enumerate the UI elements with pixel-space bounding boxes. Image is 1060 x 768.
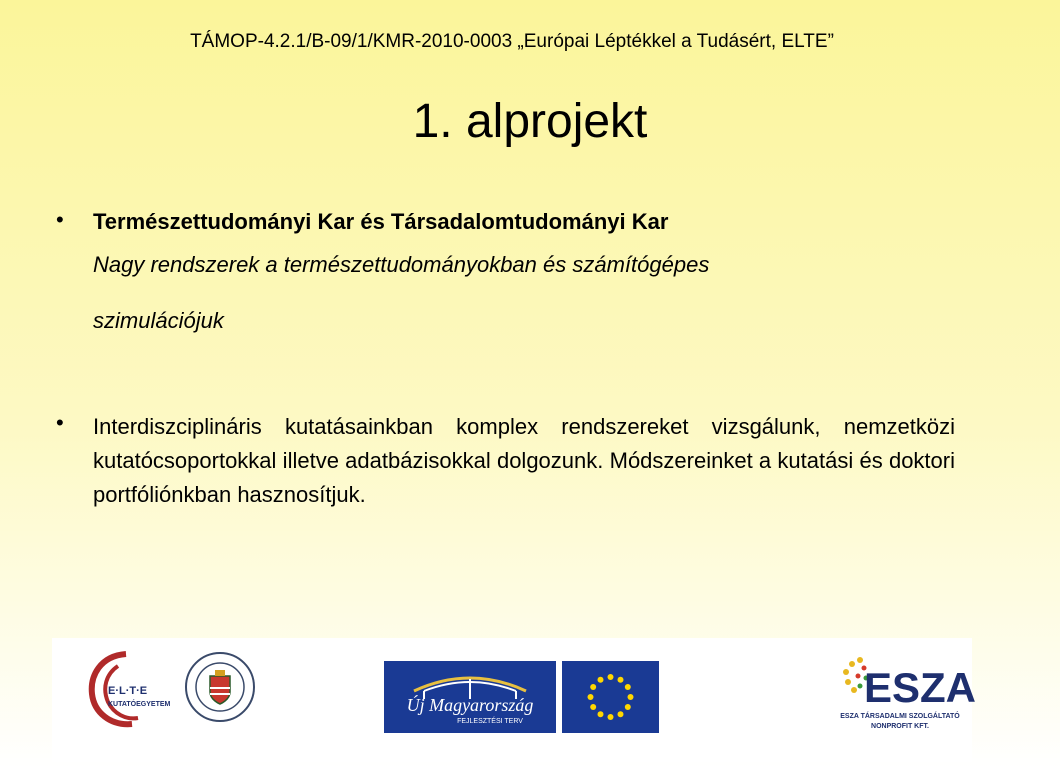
eu-star-ring <box>588 674 634 720</box>
esza-logo-subtext2: NONPROFIT KFT. <box>871 723 929 730</box>
bullet-1 <box>93 207 963 349</box>
um-logo-subtext: FEJLESZTÉSI TERV <box>457 718 523 725</box>
subproject-subtitle-line1: Nagy rendszerek a természettudományokban és számítógépes <box>93 252 710 277</box>
project-header: TÁMOP-4.2.1/B-09/1/KMR-2010-0003 „Európai Léptékkel a Tudásért, ELTE” <box>190 31 834 52</box>
esza-logo-subtext1: ESZA TÁRSADALMI SZOLGÁLTATÓ <box>840 713 960 720</box>
esza-logo <box>838 650 977 736</box>
eu-flag <box>562 661 659 733</box>
bullet-2-text: Interdiszciplináris kutatásainkban komplex rendszereket vizsgálunk, nemzetközi kutatócsoportokkal illetve adatbázisokkal dolgozunk. Módszereinket a kutatási és doktori portfóliónkban hasznosítjuk. <box>93 414 955 507</box>
esza-logo-text: ESZA <box>864 664 977 711</box>
elte-logo-text: E·L·T·E <box>108 685 148 697</box>
bullet-marker-2: • <box>56 410 64 435</box>
um-logo-text: Új Magyarország <box>406 695 534 715</box>
bullet-marker-1: • <box>56 207 64 232</box>
subproject-subtitle-line2: szimulációjuk <box>93 308 224 333</box>
eu-flag-stars <box>562 661 659 733</box>
uj-magyarorszag-graphic <box>384 661 556 733</box>
elte-logo <box>88 650 178 730</box>
faculty-names: Természettudományi Kar és Társadalomtudományi Kar <box>93 209 669 234</box>
uj-magyarorszag-logo <box>384 661 556 733</box>
slide-title: 1. alprojekt <box>412 95 648 148</box>
elte-logo-subtext: KUTATÓEGYETEM <box>108 701 171 708</box>
seal-logo <box>183 650 257 724</box>
